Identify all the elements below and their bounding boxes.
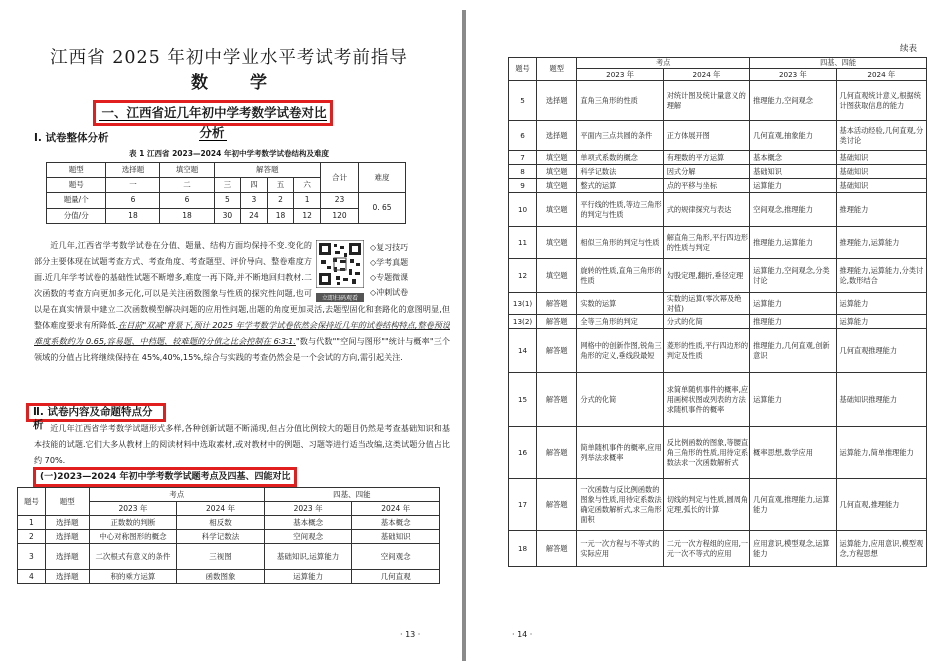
qr-list-item: ◇专题微课 [370,273,409,282]
table-row [509,427,927,479]
table-cell: 题量/个 [47,193,106,208]
table-cell: 30 [214,208,241,223]
table-cell: 24 [241,208,268,223]
table-cell: 14 [509,329,537,373]
table-cell: 推理能力 [836,193,926,227]
table-row [18,516,440,530]
table-cell: 整式的运算 [577,179,663,193]
table-cell: 单项式系数的概念 [577,151,663,165]
section-title-box [93,100,333,140]
table-cell: 6 [509,121,537,151]
table1-caption: 表 1 江西省 2023—2024 年初中学考数学试卷结构及难度 [129,149,329,158]
table-cell: 旋转的性质,直角三角形的性质 [577,259,663,293]
table-cell: 2024 年 [177,502,265,516]
table-cell: 一 [106,178,160,193]
table-cell: 题号 [18,488,46,516]
table-cell: 切线的判定与性质,圆周角定理,弧长的计算 [663,479,749,531]
table-cell: 五 [267,178,294,193]
table-cell: 函数图象 [177,570,265,584]
table-cell: 2024 年 [663,69,749,81]
table-cell: 解答题 [537,479,577,531]
table-cell: 考点 [577,58,750,69]
table-row [509,531,927,567]
table-cell: 运算能力,简单推理能力 [836,427,926,479]
table-cell: 三视图 [177,544,265,570]
table-row [509,165,927,179]
table-cell: 基础知识 [836,165,926,179]
table-cell: 选择题 [45,544,89,570]
page-number: · 14 · [512,630,533,639]
table-cell: 基础知识 [750,165,836,179]
qr-list-item: ◇复习技巧 [370,243,409,252]
table-cell: 平面内三点共圆的条件 [577,121,663,151]
table-cell: 1 [294,193,321,208]
table-cell: 6 [160,193,214,208]
table-cell: 应用意识,模型观念,运算能力 [750,531,836,567]
table-cell: 平行线的性质,等边三角形的判定与性质 [577,193,663,227]
table-row [509,315,927,329]
table-cell: 推理能力,几何直观,创新意识 [750,329,836,373]
table-cell: 填空题 [537,227,577,259]
table-row [509,329,927,373]
document-title: 江西省 2025 年初中学业水平考试考前指导 [50,48,408,68]
table-cell: 四基、四能 [750,58,927,69]
table-cell: 基础知识 [352,530,440,544]
table-cell: 运算能力,空间观念,分类讨论 [750,259,836,293]
table-cell: 运算能力 [264,570,352,584]
table-cell: 运算能力 [750,179,836,193]
paragraph-text: 近几年,江西省学考数学试卷在分值、题量、结构方面均保持不变.变化的部分主要体现在试题考查方式、考查角度、考查题型、评价导向、整卷难度方面.近几年学考试卷的基础性试题不断增多,难度一再下降,并不断地回归教材.二次函数的考查方向更加多元化,可以是关注函数图象与性质的探究性问题,也可以是在真实情景中建立二次函数模型解决问题的应用性问题,出题的角度更加灵活,去题型固化和套路化的意图明显,但整体难度要求有所降低. [34,240,450,330]
table-cell: 几何直观推理能力 [836,329,926,373]
page-13 [0,0,458,661]
table-cell: 8 [509,165,537,179]
table-cell: 基础知识,运算能力 [264,544,352,570]
table-cell: 空间观念 [352,544,440,570]
table-cell: 基本概念 [264,516,352,530]
table-cell: 6 [106,193,160,208]
table-cell: 0. 65 [359,193,406,223]
table-cell: 几何直观统计意义,根据统计图获取信息的能力 [836,81,926,121]
table-cell: 18 [509,531,537,567]
table-cell: 2 [267,193,294,208]
table-cell: 13(1) [509,293,537,315]
table-row [509,81,927,121]
table-row [509,479,927,531]
table-cell: 科学记数法 [577,165,663,179]
table-cell: 9 [509,179,537,193]
table-row [509,151,927,165]
qr-resource-list [370,240,408,300]
table-cell: 正数数的判断 [89,516,177,530]
sub-heading-overall: Ⅰ. 试卷整体分析 [34,132,109,144]
table-cell: 实数的运算(零次幂及绝对值) [663,293,749,315]
table-cell: 填空题 [537,193,577,227]
table-cell: 对统计图及统计量意义的理解 [663,81,749,121]
table-cell: 推理能力 [750,315,836,329]
table-cell: 16 [509,427,537,479]
table-row [18,530,440,544]
table-cell: 式的规律探究与表达 [663,193,749,227]
page-14 [478,0,935,661]
table-row [18,570,440,584]
table-cell: 解答题 [537,373,577,427]
table-cell: 5 [214,193,241,208]
table-cell: 考点 [89,488,264,502]
table-cell: 概率思想,数学应用 [750,427,836,479]
table-cell: 二 [160,178,214,193]
table-cell: 科学记数法 [177,530,265,544]
table-cell: 基础知识推理能力 [836,373,926,427]
table-cell: 解答题 [537,531,577,567]
table-cell: 运算能力,应用意识,模型观念,方程思想 [836,531,926,567]
sub-heading-compare: (一)2023—2024 年初中学考数学试题考点及四基、四能对比 [33,467,297,487]
table-cell: 2023 年 [264,502,352,516]
table-cell: 网格中的创新作图,锐角三角形的定义,垂线段最短 [577,329,663,373]
table-cell: 解答题 [537,293,577,315]
table-cell: 勾股定理,翻折,垂径定理 [663,259,749,293]
qr-code-icon[interactable] [316,240,364,302]
table-cell: 运算能力 [750,293,836,315]
qr-list-item: ◇冲刺试卷 [370,288,409,297]
table-cell: 合计 [320,163,358,193]
table-cell: 直角三角形的性质 [577,81,663,121]
table-cell: 分值/分 [47,208,106,223]
table-cell: 23 [320,193,358,208]
table-row [509,373,927,427]
table-cell: 难度 [359,163,406,193]
table-cell: 几何直观,推理能力 [836,479,926,531]
table-cell: 相似三角形的判定与性质 [577,227,663,259]
section-title: 一、江西省近几年初中学考数学试卷对比分析 [101,105,327,140]
table-cell: 运算能力 [836,315,926,329]
table-cell: 填空题 [537,151,577,165]
table-cell: 17 [509,479,537,531]
table-cell: 基本概念 [750,151,836,165]
table-cell: 12 [509,259,537,293]
table-cell: 解答题 [537,329,577,373]
compare-table-2 [508,57,927,567]
table-cell: 题号 [509,58,537,81]
compare-table-1 [17,487,440,584]
table-cell: 7 [509,151,537,165]
table-cell: 基础知识 [836,179,926,193]
table-cell: 4 [18,570,46,584]
table-row [18,544,440,570]
table-cell: 选择题 [537,81,577,121]
table-cell: 六 [294,178,321,193]
sub-heading-content: Ⅱ. 试卷内容及命题特点分析 [26,403,166,422]
table-cell: 相反数 [177,516,265,530]
table-cell: 选择题 [45,570,89,584]
table-cell: 填空题 [537,179,577,193]
table-cell: 2 [18,530,46,544]
table-cell: 填空题 [160,163,214,178]
table-cell: 13(2) [509,315,537,329]
table-cell: 填空题 [537,165,577,179]
table-cell: 解答题 [537,315,577,329]
table-cell: 解直角三角形,平行四边形的性质与判定 [663,227,749,259]
table-cell: 中心对称图形的概念 [89,530,177,544]
table-cell: 12 [294,208,321,223]
table-cell: 题号 [47,178,106,193]
table-cell: 推理能力,空间观念 [750,81,836,121]
table-cell: 解答题 [214,163,320,178]
table-cell: 二次根式有意义的条件 [89,544,177,570]
table-cell: 一元一次方程与不等式的实际应用 [577,531,663,567]
paragraph-highlight: 在目前"双减"背景下,预计 2025 年学考数学试卷依然会保持近几年的试卷结构特点,整卷预设难度系数约为 0.65,容易题、中档题、较难题的分值之比会控制在 6∶3∶1. [34,320,450,346]
table-cell: 选择题 [537,121,577,151]
table-row [509,293,927,315]
table-cell: 11 [509,227,537,259]
table-row [509,227,927,259]
table-cell: 实数的运算 [577,293,663,315]
paragraph-text: "数与代数""空间与图形""统计与概率"三个领域的分值占比将继续保持在 45%,40%,15%,综合与实践的考查仍然会是一个会试的方向,需引起关注. [34,336,450,362]
table-cell: 四基、四能 [264,488,439,502]
table-cell: 全等三角形的判定 [577,315,663,329]
table-cell: 2024 年 [836,69,926,81]
continued-label: 续表 [899,44,917,54]
table-cell: 三 [214,178,241,193]
table-cell: 正方体展开图 [663,121,749,151]
table-cell: 3 [241,193,268,208]
table-cell: 点的平移与坐标 [663,179,749,193]
table-cell: 几何直观,抽象能力 [750,121,836,151]
table-cell: 推理能力,运算能力 [836,227,926,259]
table-row [509,259,927,293]
page-number: · 13 · [400,630,421,639]
table-cell: 10 [509,193,537,227]
table-cell: 题型 [45,488,89,516]
table-cell: 运算能力 [836,293,926,315]
paragraph-content: 近几年江西省学考数学试题形式多样,各种创新试题不断涌现,但占分值比例较大的题目仍然是考查基础知识和基本技能的试题.它们大多从教材上的阅读材料中选取素材,或对教材中的例题、习题等进行适当改编,这类试题分值占比约 70%. [34,423,450,465]
table-cell: 1 [18,516,46,530]
table-row [509,193,927,227]
table-cell: 填空题 [537,259,577,293]
table-cell: 空间观念 [264,530,352,544]
table-cell: 分式的化简 [663,315,749,329]
table-cell: 解答题 [537,427,577,479]
table-cell: 求简单随机事件的概率,应用画树状图或列表的方法求随机事件的概率 [663,373,749,427]
table-cell: 120 [320,208,358,223]
table-cell: 几何直观 [352,570,440,584]
table-cell: 选择题 [45,530,89,544]
table-cell: 空间观念,推理能力 [750,193,836,227]
table-cell: 推理能力,运算能力,分类讨论,数形结合 [836,259,926,293]
table-cell: 运算能力 [750,373,836,427]
table-cell: 2024 年 [352,502,440,516]
table-row [509,179,927,193]
qr-list-item: ◇学考真题 [370,258,409,267]
table-cell: 一次函数与反比例函数的图象与性质,用待定系数法确定函数解析式,求三角形面积 [577,479,663,531]
table-cell: 18 [267,208,294,223]
table-cell: 2023 年 [89,502,177,516]
subject-title: 数 学 [191,73,285,93]
table-cell: 题型 [47,163,106,178]
table-cell: 简单随机事件的概率,应用列举法求概率 [577,427,663,479]
table-cell: 3 [18,544,46,570]
table-cell: 题型 [537,58,577,81]
table-cell: 18 [160,208,214,223]
table-cell: 选择题 [106,163,160,178]
table-cell: 分式的化简 [577,373,663,427]
table-row [509,121,927,151]
table-cell: 二元一次方程组的应用,一元一次不等式的应用 [663,531,749,567]
table-cell: 因式分解 [663,165,749,179]
table-cell: 四 [241,178,268,193]
table-cell: 基本活动经验,几何直观,分类讨论 [836,121,926,151]
table-cell: 15 [509,373,537,427]
table-cell: 推理能力,运算能力 [750,227,836,259]
table-cell: 有理数的平方运算 [663,151,749,165]
table-cell: 2023 年 [750,69,836,81]
table-cell: 5 [509,81,537,121]
page-divider [462,10,466,661]
table-cell: 几何直观,推理能力,运算能力 [750,479,836,531]
table-cell: 菱形的性质,平行四边形的判定及性质 [663,329,749,373]
table-cell: 积的乘方运算 [89,570,177,584]
table-cell: 18 [106,208,160,223]
table-cell: 基础知识 [836,151,926,165]
structure-table [46,162,406,224]
table-cell: 2023 年 [577,69,663,81]
table-cell: 基本概念 [352,516,440,530]
table-cell: 选择题 [45,516,89,530]
qr-caption: 立即扫码观看 [316,293,364,302]
table-cell: 反比例函数的图象,等腰直角三角形的性质,用待定系数法求一次函数解析式 [663,427,749,479]
